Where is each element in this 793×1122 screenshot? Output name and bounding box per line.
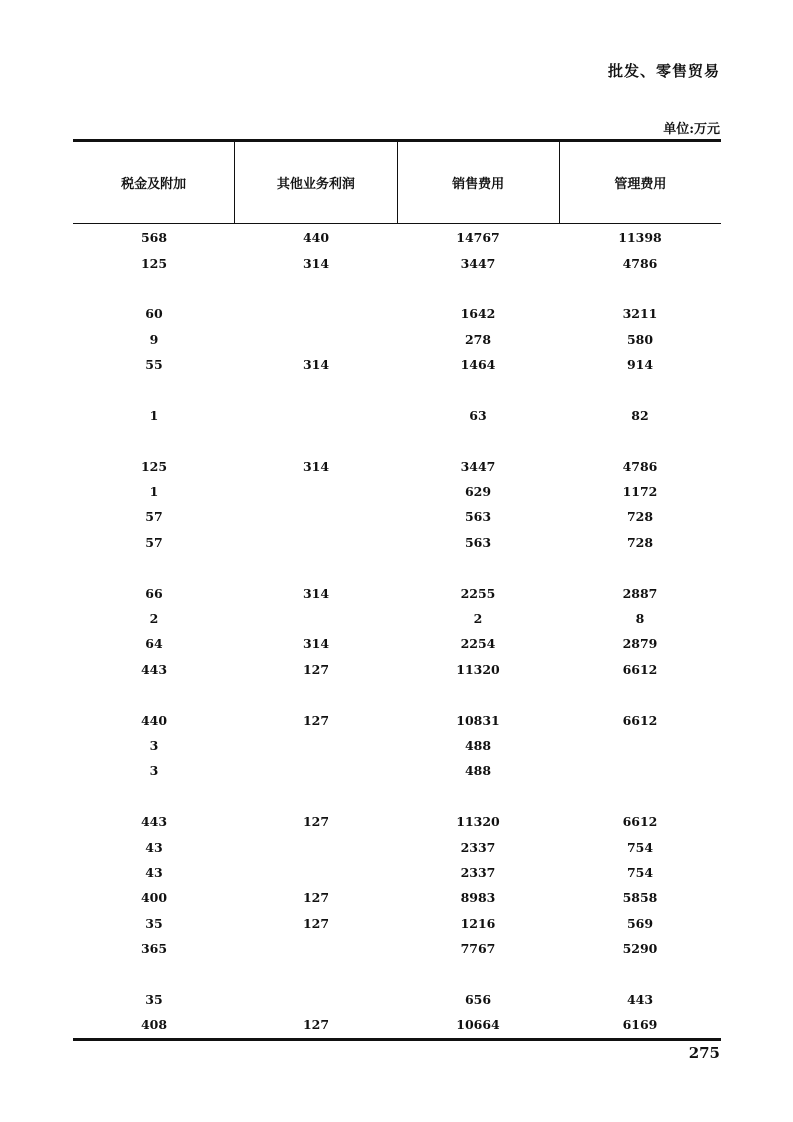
table-cell: 488 xyxy=(464,738,492,753)
page-number: 275 xyxy=(688,1044,720,1062)
table-row xyxy=(73,352,721,377)
table-row xyxy=(73,580,721,605)
table-row xyxy=(73,885,721,910)
table-body xyxy=(73,224,721,1038)
table-row xyxy=(73,225,721,250)
table-row xyxy=(73,276,721,301)
table-row xyxy=(73,733,721,758)
table-cell: 60 xyxy=(145,306,163,322)
unit-label: 单位:万元 xyxy=(663,122,720,137)
table-row xyxy=(73,327,721,352)
column-header: 销售费用 xyxy=(397,142,559,223)
table-cell: 127 xyxy=(302,661,330,677)
table-row xyxy=(73,606,721,631)
table-cell: 440 xyxy=(302,230,330,246)
table-cell: 1 xyxy=(149,484,159,500)
table-cell: 6612 xyxy=(622,712,658,728)
table-cell: 43 xyxy=(145,839,163,855)
table-cell: 55 xyxy=(145,357,163,373)
table-cell: 2 xyxy=(149,611,159,627)
table-cell: 656 xyxy=(464,991,492,1007)
table-cell: 2 xyxy=(473,611,483,627)
table-cell: 6169 xyxy=(622,1017,658,1033)
table-cell: 35 xyxy=(145,915,163,931)
table-cell: 314 xyxy=(302,255,330,271)
table-row xyxy=(73,301,721,326)
table-cell: 3447 xyxy=(460,255,496,271)
table-cell: 8 xyxy=(635,611,645,627)
table-cell: 5290 xyxy=(622,941,658,957)
section-title: 批发、零售贸易 xyxy=(607,62,720,80)
table-cell: 11398 xyxy=(618,230,662,246)
table-cell: 1642 xyxy=(460,306,496,322)
column-header: 管理费用 xyxy=(559,142,721,223)
table-cell: 66 xyxy=(145,585,163,601)
table-cell: 125 xyxy=(140,255,168,271)
table-cell: 314 xyxy=(302,357,330,373)
table-cell: 314 xyxy=(302,636,330,652)
table-cell: 57 xyxy=(145,509,163,525)
table-row xyxy=(73,834,721,859)
table-cell: 754 xyxy=(626,839,654,855)
table-cell: 1216 xyxy=(460,915,496,931)
table-row xyxy=(73,961,721,986)
table-row xyxy=(73,707,721,732)
table-row xyxy=(73,454,721,479)
table-cell: 3 xyxy=(149,738,159,753)
table-cell: 2254 xyxy=(460,636,496,652)
table-cell: 127 xyxy=(302,915,330,931)
table-cell: 7767 xyxy=(460,941,496,957)
table-cell: 568 xyxy=(140,230,168,246)
table-header-row xyxy=(73,142,721,224)
table-cell: 9 xyxy=(149,331,159,347)
table-cell: 43 xyxy=(145,864,163,880)
table-cell: 5858 xyxy=(622,890,658,906)
table-row xyxy=(73,479,721,504)
table-cell: 488 xyxy=(464,763,492,779)
table-cell: 1 xyxy=(149,407,159,423)
table-cell: 314 xyxy=(302,585,330,601)
table-row xyxy=(73,631,721,656)
table-cell: 629 xyxy=(464,484,492,500)
table-cell: 6612 xyxy=(622,814,658,830)
data-table xyxy=(73,139,721,1041)
table-cell: 127 xyxy=(302,890,330,906)
table-row xyxy=(73,860,721,885)
table-row xyxy=(73,657,721,682)
table-row xyxy=(73,809,721,834)
table-cell: 2337 xyxy=(460,839,496,855)
table-cell: 1172 xyxy=(622,484,658,500)
table-cell: 914 xyxy=(626,357,654,373)
table-cell: 125 xyxy=(140,458,168,474)
table-cell: 14767 xyxy=(456,230,500,246)
table-row xyxy=(73,530,721,555)
table-cell: 3 xyxy=(149,763,159,779)
table-cell: 10664 xyxy=(456,1017,500,1033)
table-cell: 563 xyxy=(464,534,492,550)
table-cell: 408 xyxy=(140,1017,168,1033)
table-cell: 278 xyxy=(464,331,492,347)
table-cell: 4786 xyxy=(622,458,658,474)
table-cell: 10831 xyxy=(456,712,500,728)
table-cell: 563 xyxy=(464,509,492,525)
table-cell: 2879 xyxy=(622,636,658,652)
table-cell: 3447 xyxy=(460,458,496,474)
table-cell: 443 xyxy=(140,661,168,677)
table-cell: 400 xyxy=(140,890,168,906)
table-cell: 64 xyxy=(145,636,163,652)
table-cell: 2337 xyxy=(460,864,496,880)
table-row xyxy=(73,987,721,1012)
table-row xyxy=(73,1012,721,1037)
column-header: 其他业务利润 xyxy=(234,142,396,223)
table-cell: 4786 xyxy=(622,255,658,271)
table-cell: 8983 xyxy=(460,890,496,906)
table-row xyxy=(73,428,721,453)
column-header: 税金及附加 xyxy=(121,177,187,192)
table-cell: 63 xyxy=(469,407,487,423)
table-row xyxy=(73,936,721,961)
table-cell: 754 xyxy=(626,864,654,880)
table-cell: 6612 xyxy=(622,661,658,677)
table-row xyxy=(73,377,721,402)
table-cell: 440 xyxy=(140,712,168,728)
table-cell: 127 xyxy=(302,1017,330,1033)
table-row xyxy=(73,682,721,707)
table-cell: 3211 xyxy=(622,306,658,322)
table-cell: 35 xyxy=(145,991,163,1007)
table-row xyxy=(73,758,721,783)
table-row xyxy=(73,784,721,809)
table-cell: 443 xyxy=(626,991,654,1007)
table-cell: 443 xyxy=(140,814,168,830)
table-row xyxy=(73,403,721,428)
table-cell: 57 xyxy=(145,534,163,550)
table-bottom-rule xyxy=(73,1038,721,1041)
table-cell: 314 xyxy=(302,458,330,474)
table-cell: 569 xyxy=(626,915,654,931)
table-cell: 127 xyxy=(302,712,330,728)
table-cell: 365 xyxy=(140,941,168,957)
table-row xyxy=(73,911,721,936)
table-cell: 11320 xyxy=(456,661,500,677)
table-row xyxy=(73,555,721,580)
table-cell: 11320 xyxy=(456,814,500,830)
table-cell: 580 xyxy=(626,331,654,347)
table-cell: 2255 xyxy=(460,585,496,601)
table-cell: 1464 xyxy=(460,357,496,373)
table-cell: 82 xyxy=(631,407,649,423)
table-cell: 728 xyxy=(626,509,654,525)
table-cell: 728 xyxy=(626,534,654,550)
table-row xyxy=(73,250,721,275)
table-row xyxy=(73,504,721,529)
table-cell: 2887 xyxy=(622,585,658,601)
table-cell: 127 xyxy=(302,814,330,830)
